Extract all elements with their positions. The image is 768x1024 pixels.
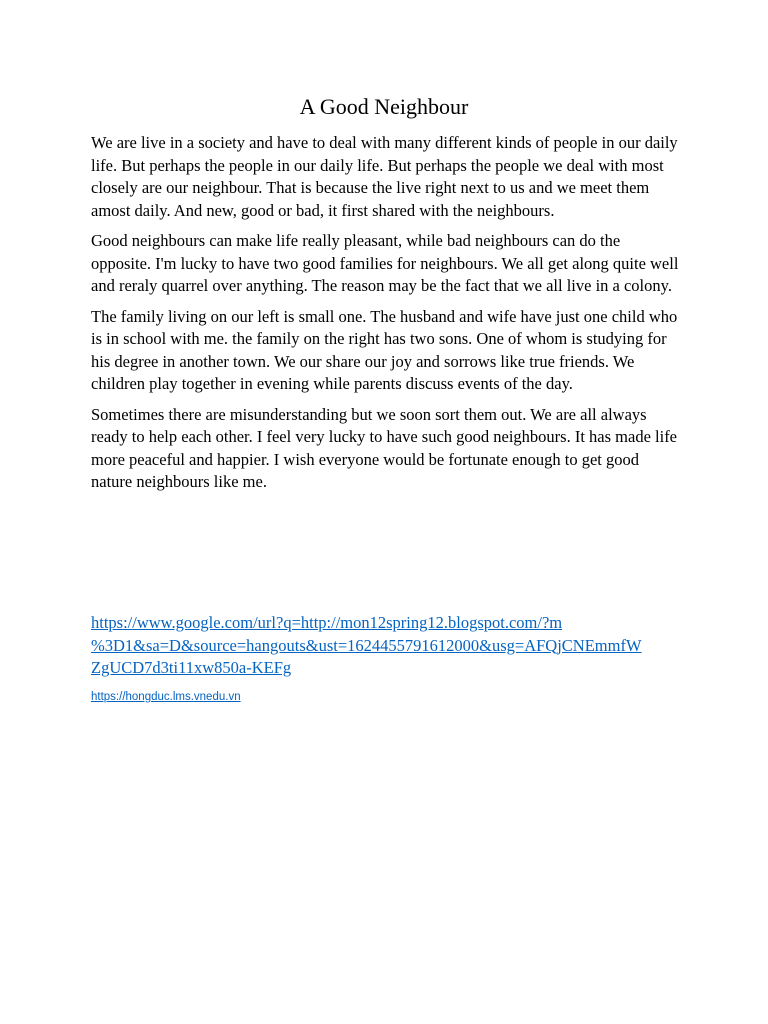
hongduc-lms-link[interactable]: https://hongduc.lms.vnedu.vn xyxy=(91,691,241,703)
paragraph-1: We are live in a society and have to deal with many different kinds of people in our daily life. But perhaps the people in our daily life. But perhaps the people we deal with most closely are our neighbour. That is because the live right next to us and we meet them amost daily. And new, good or bad, it first shared with the neighbours. xyxy=(91,133,678,220)
document-title: A Good Neighbour xyxy=(299,94,469,119)
google-hangouts-link[interactable] xyxy=(91,612,691,680)
link-line-3: ZgUCD7d3ti11xw850a-KEFg xyxy=(91,658,292,677)
link-line-2: %3D1&sa=D&source=hangouts&ust=1624455791612000&usg=AFQjCNEmmfW xyxy=(91,635,642,655)
document-body xyxy=(91,132,683,502)
paragraph-2: Good neighbours can make life really pleasant, while bad neighbours can do the opposite. I'm lucky to have two good families for neighbours. We all get along quite well and reraly quarrel over anything. The reason may be the fact that we all live in a colony. xyxy=(91,231,679,295)
paragraph-3: The family living on our left is small one. The husband and wife have just one child who is in school with me. the family on the right has two sons. One of whom is studying for his degree in another town. We our share our joy and sorrows like true friends. We children play together in evening while parents discuss events of the day. xyxy=(91,306,678,393)
link-line-1: https://www.google.com/url?q=http://mon12spring12.blogspot.com/?m xyxy=(91,613,563,632)
paragraph-4: Sometimes there are misunderstanding but we soon sort them out. We are all always ready to help each other. I feel very lucky to have such good neighbours. It has made life more peaceful and happier. I wish everyone would be fortunate enough to get good nature neighbours like me. xyxy=(91,404,678,491)
